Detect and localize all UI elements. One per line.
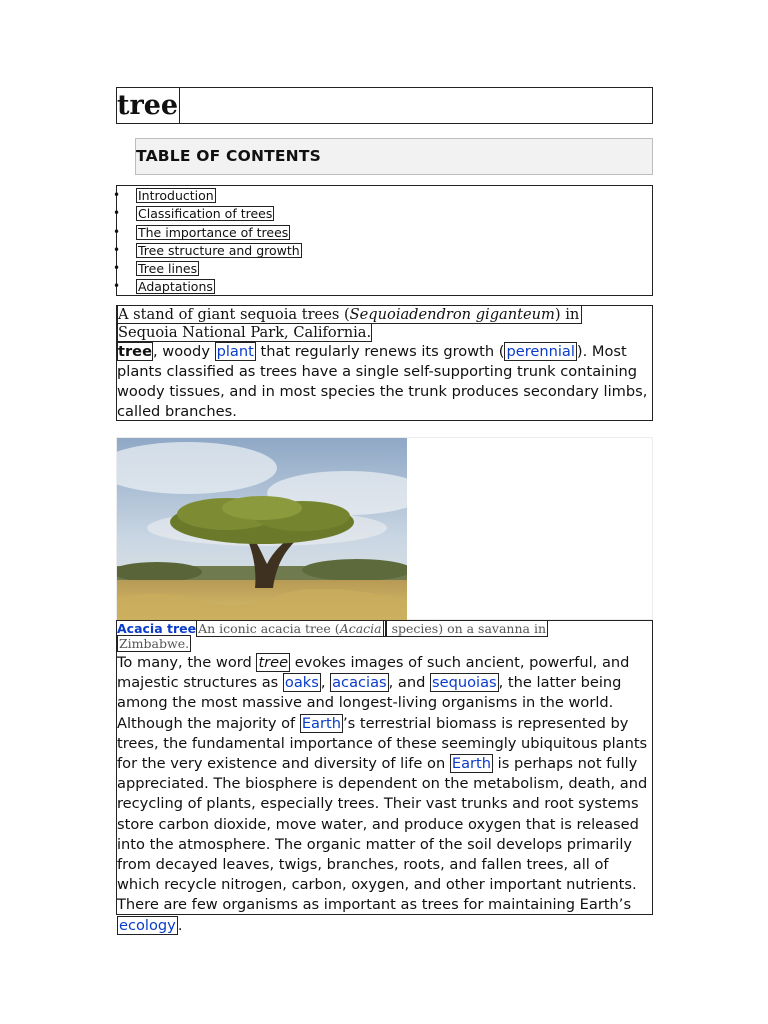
caption-genus: Acacia bbox=[339, 621, 382, 636]
link-sequoias[interactable]: sequoias bbox=[432, 674, 497, 692]
importance-paragraph: To many, the word tree evokes images of such ancient, powerful, and majestic structures as oaks , acacias , and sequoias , the latter being among the most massive and longest-living organisms in the world. Although the majority of Earth ’s terrestrial biomass is represented by trees, the fundamental importance of these seemingly ubiquitous plants for the very existence and diversity of life on Earth is perhaps not fully appreciated. The biosphere is dependent on the metabolism, death, and recycling of plants, especially trees. Their vast trunks and root systems store carbon dioxide, move water, and produce oxygen that is released into the atmosphere. The organic matter of the soil develops primarily from decayed leaves, twigs, branches, roots, and fallen trees, all of which recycle nitrogen, carbon, oxygen, and other important nutrients. There are few organisms as important as trees for maintaining Earth’s ecology . bbox=[117, 654, 648, 934]
acacia-tree-savanna-photo bbox=[117, 438, 407, 620]
toc-link-importance[interactable]: • The importance of trees bbox=[138, 224, 289, 240]
intro-caption: A stand of giant sequoia trees (Sequoiadendron giganteum) in Sequoia National Park, California. bbox=[117, 306, 652, 342]
toc-link-introduction[interactable]: • Introduction bbox=[138, 188, 214, 203]
figure-caption: Acacia tree An iconic acacia tree (Acacia species) on a savanna in Zimbabwe. bbox=[117, 621, 547, 651]
species-name: Sequoiadendron giganteum bbox=[349, 306, 555, 323]
toc-item[interactable] bbox=[117, 223, 652, 241]
figure-acacia bbox=[116, 437, 653, 620]
toc-heading-box bbox=[135, 138, 653, 175]
link-earth[interactable]: Earth bbox=[301, 714, 341, 732]
toc-link-tree-lines[interactable]: • Tree lines bbox=[138, 261, 198, 277]
intro-paragraph: tree, woody plant that regularly renews its growth ( perennial ). Most plants classified as trees have a single self-supporting trunk containing woody tissues, and in most species the trunk produces secondary limbs, called branches. bbox=[117, 343, 648, 420]
link-earth-2[interactable]: Earth bbox=[451, 755, 492, 773]
caption-location: Sequoia National Park, California. bbox=[118, 324, 372, 341]
toc-link-classification[interactable]: • Classification of trees bbox=[138, 206, 273, 222]
toc-link-structure[interactable]: • Tree structure and growth bbox=[138, 242, 300, 258]
toc-item[interactable] bbox=[117, 186, 652, 204]
toc-heading: TABLE OF CONTENTS bbox=[136, 147, 321, 165]
toc-item[interactable] bbox=[117, 277, 652, 295]
importance-section bbox=[116, 620, 653, 934]
toc-item[interactable] bbox=[117, 204, 652, 222]
link-ecology[interactable]: ecology bbox=[119, 916, 176, 934]
link-perennial[interactable]: perennial bbox=[506, 343, 575, 360]
toc-item[interactable] bbox=[117, 259, 652, 277]
em-tree: tree bbox=[258, 654, 289, 671]
term-tree: tree bbox=[118, 343, 152, 360]
title-box bbox=[116, 87, 653, 124]
link-acacias[interactable]: acacias bbox=[332, 674, 387, 692]
intro-section bbox=[116, 305, 653, 421]
page-title: tree bbox=[117, 90, 179, 121]
caption-tail: species) on a savanna in bbox=[387, 621, 547, 636]
caption-title: Acacia tree bbox=[117, 621, 197, 636]
toc-list bbox=[116, 185, 653, 296]
caption-country: Zimbabwe. bbox=[119, 636, 190, 651]
toc-link-adaptations[interactable]: • Adaptations bbox=[138, 279, 213, 295]
acacia-tree-photo bbox=[117, 438, 407, 620]
link-plant[interactable]: plant bbox=[216, 343, 254, 360]
toc-item[interactable] bbox=[117, 241, 652, 259]
link-oaks[interactable]: oaks bbox=[284, 674, 319, 692]
